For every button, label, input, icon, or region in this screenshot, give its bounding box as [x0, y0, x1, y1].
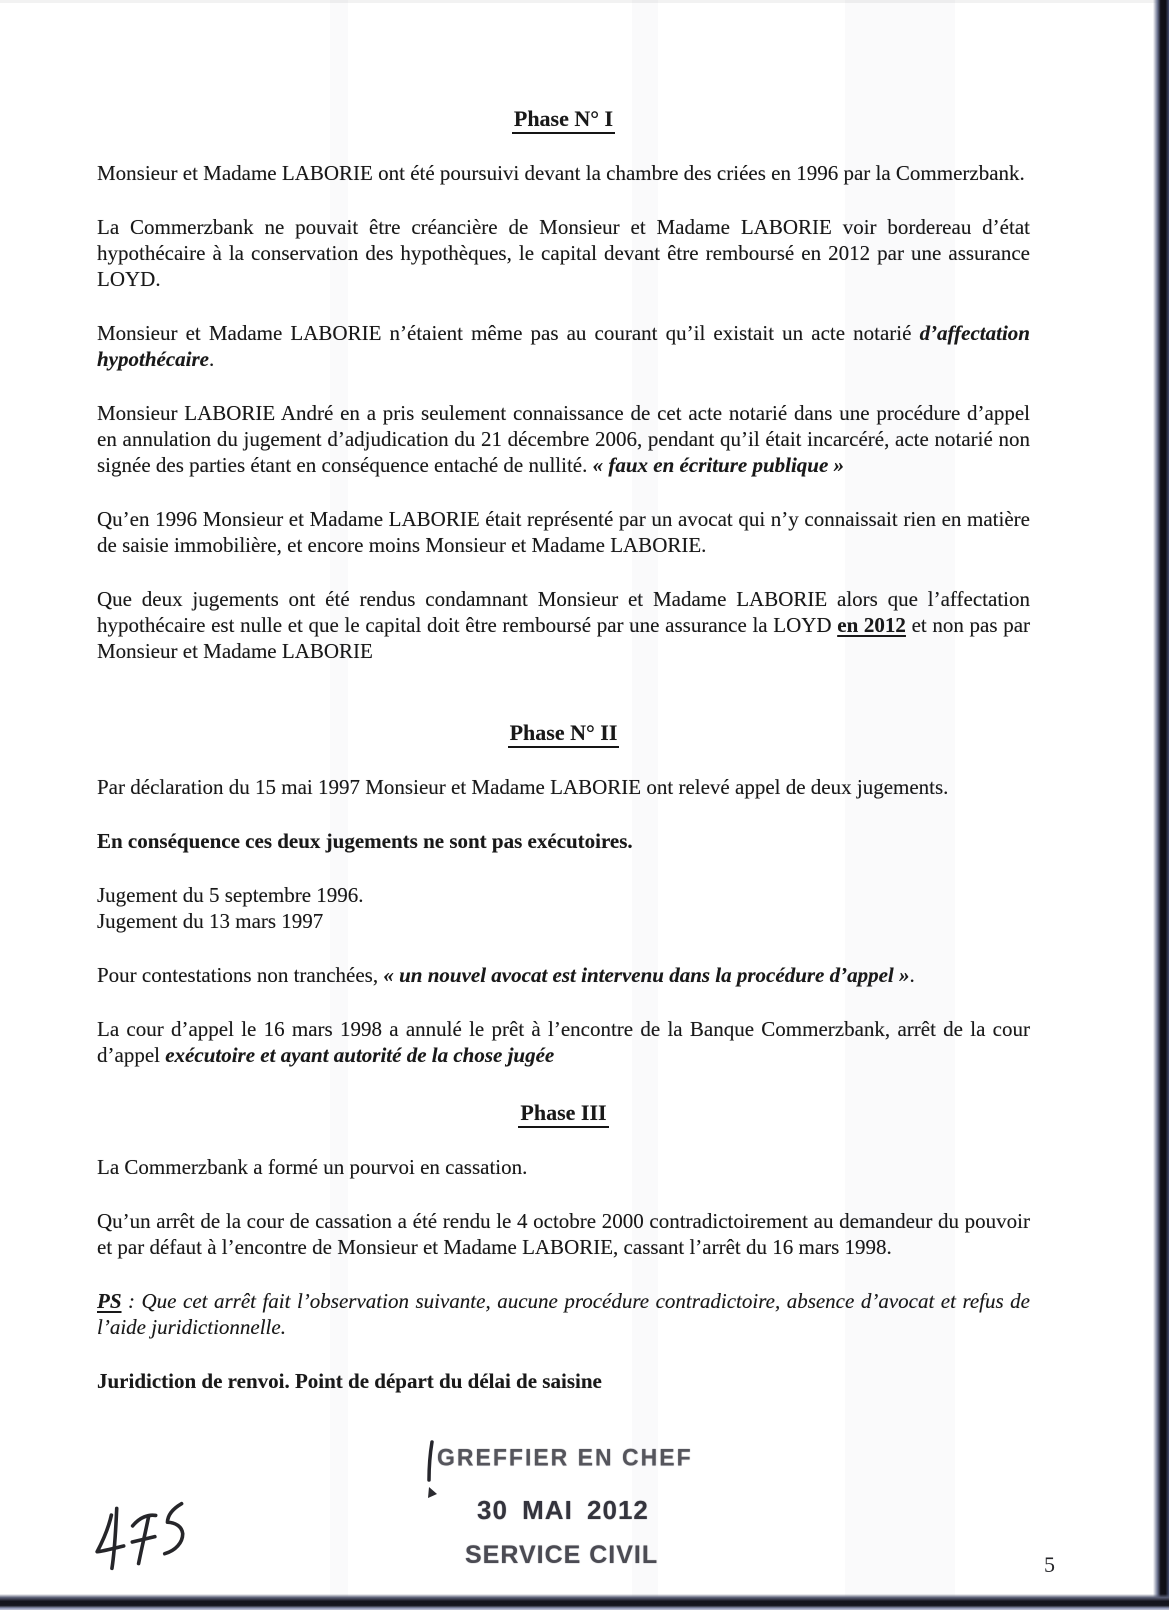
text-run: Jugement du 5 septembre 1996.: [97, 883, 364, 907]
paragraph: [97, 1288, 1030, 1340]
text-run: Monsieur et Madame LABORIE ont été poursuivi devant la chambre des criées en 1996 par la Commerzbank.: [97, 161, 1025, 185]
text-run: PS: [97, 1289, 122, 1313]
text-run: Que deux jugements ont été rendus condamnant Monsieur et Madame LABORIE alors que l’affectation hypothécaire est nulle et que le capital doit être remboursé par une assurance la LOYD: [97, 587, 1030, 637]
paragraph: [97, 962, 1030, 988]
text-run: La Commerzbank a formé un pourvoi en cassation.: [97, 1155, 528, 1179]
text-run: .: [208, 347, 215, 371]
handwritten-number: [82, 1494, 201, 1582]
text-run: Qu’en 1996 Monsieur et Madame LABORIE était représenté par un avocat qui n’y connaissait rien en matière de saisie immobilière, et encore moins Monsieur et Madame LABORIE.: [97, 507, 1030, 557]
document-body: [97, 0, 1030, 1394]
text-run: La cour d’appel le 16 mars 1998 a annulé le prêt à l’encontre de la Banque Commerzbank, arrêt de la cour d’appel: [97, 1017, 1030, 1067]
paragraph: [97, 400, 1030, 478]
text-run: .: [909, 963, 915, 987]
text-run: :: [121, 1289, 142, 1313]
text-run: La Commerzbank ne pouvait être créancière de Monsieur et Madame LABORIE voir bordereau d’état hypothécaire à la conservation des hypothèques, le capital devant être remboursé en 2012 par une assurance LOYD.: [97, 215, 1030, 291]
paragraph: [97, 320, 1030, 372]
text-run: « un nouvel avocat est intervenu dans la procédure d’appel »: [383, 963, 910, 987]
paragraph: [97, 828, 1030, 854]
paragraph: [97, 214, 1030, 292]
paragraph: [97, 160, 1030, 186]
text-run: Monsieur et Madame LABORIE n’étaient même pas au courant qu’il existait un acte notarié: [97, 321, 920, 345]
text-run: et non pas par Monsieur et Madame LABORIE: [97, 613, 1031, 663]
text-run: Pour contestations non tranchées,: [97, 963, 384, 987]
stamp-office-title: GREFFIER EN CHEF: [437, 1443, 693, 1471]
page-number: 5: [1044, 1552, 1055, 1577]
paragraph: [97, 882, 1030, 934]
text-run: Que cet arrêt fait l’observation suivante, aucune procédure contradictoire, absence d’avocat et refus de l’aide juridictionnelle.: [97, 1289, 1030, 1339]
text-run: en 2012: [837, 613, 906, 637]
section-heading: [97, 1100, 1030, 1126]
text-run: En conséquence ces deux jugements ne sont pas exécutoires.: [97, 829, 633, 853]
paragraph: [97, 1208, 1030, 1260]
section-heading: [97, 720, 1030, 746]
text-run: exécutoire et ayant autorité de la chose jugée: [165, 1043, 555, 1067]
paragraph: [97, 1368, 1030, 1394]
scan-bottom-edge: [0, 1594, 1169, 1610]
text-run: Juridiction de renvoi. Point de départ du délai de saisine: [97, 1369, 602, 1393]
text-run: Jugement du 13 mars 1997: [97, 909, 324, 933]
paragraph: [97, 1154, 1030, 1180]
paragraph: [97, 586, 1030, 664]
stamp-date: 30 MAI 2012: [477, 1495, 649, 1525]
paragraph: [97, 1016, 1030, 1068]
text-run: Qu’un arrêt de la cour de cassation a été rendu le 4 octobre 2000 contradictoirement au demandeur du pouvoir et par défaut à l’encontre de Monsieur et Madame LABORIE, cassant l’arrêt du 16 mars 1998.: [97, 1209, 1030, 1259]
section-heading-text: Phase N° II: [508, 720, 620, 748]
scan-right-edge: [1153, 0, 1169, 1610]
text-run: « faux en écriture publique »: [592, 453, 845, 477]
section-heading: [97, 106, 1030, 132]
stamp-department: SERVICE CIVIL: [465, 1541, 659, 1569]
paragraph: [97, 774, 1030, 800]
section-heading-text: Phase N° I: [512, 106, 615, 134]
text-run: Monsieur LABORIE André en a pris seulement connaissance de cet acte notarié dans une procédure d’appel en annulation du jugement d’adjudication du 21 décembre 2006, pendant qu’il était incarcéré, acte notarié non signée des parties étant en conséquence entaché de nullité.: [97, 401, 1030, 477]
text-run: Par déclaration du 15 mai 1997 Monsieur et Madame LABORIE ont relevé appel de deux jugements.: [97, 775, 949, 799]
section-heading-text: Phase III: [518, 1100, 608, 1128]
paragraph: [97, 506, 1030, 558]
scan-top-edge: [0, 0, 1169, 3]
text-run: d’affectation hypothécaire: [97, 321, 1030, 371]
